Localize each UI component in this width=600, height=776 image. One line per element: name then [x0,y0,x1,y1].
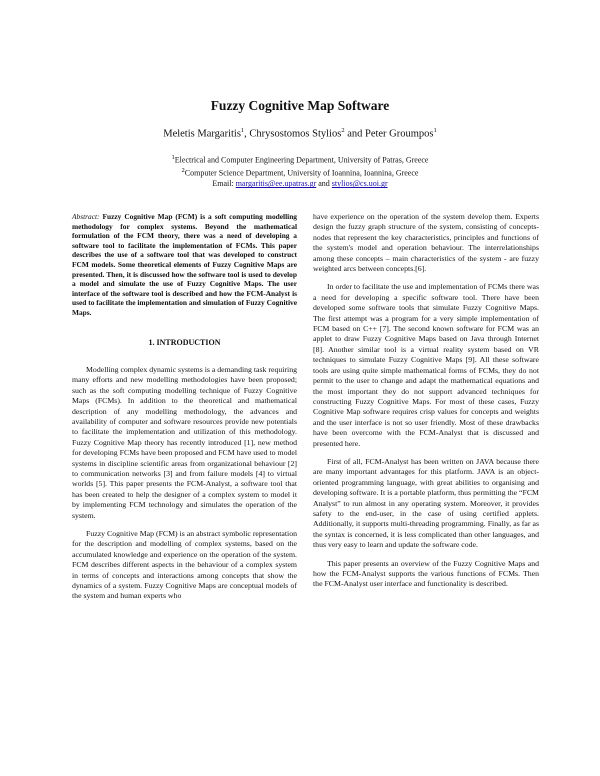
author-2: , Chrysostomos Stylios [244,128,342,140]
section-heading-introduction: 1. INTRODUCTION [148,337,221,347]
left-column [72,212,297,602]
email-link-2[interactable]: stylios@cs.uoi.gr [331,179,388,189]
intro-paragraph-1: Modelling complex dynamic systems is a demanding task requiring many efforts and new modelling methodologies have been proposed; such as the soft computing modelling technique of Fuzzy Cognitive Maps (FCMs). In addition to the theoretical and mathematical description of any modelling methodology, the advances and availability of computer and software resources provide new potentials to facilitate the implementation and utilization of this methodology. Fuzzy Cognitive Map theory has recently introduced [1], new method for developing FCMs have been proposed and FCM have used to model systems in discipline scientific areas from organizational behaviour [2] to communication networks [3] and from failure models [4] to virtual worlds [5]. This paper presents the FCM-Analyst, a software tool that has been created to help the designer of a complex system to model it by implementing FCM technology and simulates the operation of the system. [72,364,297,520]
right-column [313,212,539,590]
intro-paragraph-4: First of all, FCM-Analyst has been written on JAVA because there are many important advantages for this platform. JAVA is an object-oriented programming language, with great abilities to organising and developing software. It is a portable platform, thus permitting the “FCM Analyst” to run almost in any operating system. Moreover, it provides safety to the end-user, in the case of using certified applets. Additionally, it supports multi-threading programming. Finally, as far as the syntax is concerned, it is less complicated than other languages, and thus very easy to learn and update the software code. [313,456,539,550]
email-link-1[interactable]: margaritis@ee.upatras.gr [235,179,317,189]
affiliations [0,153,600,190]
intro-paragraph-3: In order to facilitate the use and implementation of FCMs there was a need for developing a specific software tool. There have been developed some software tools that simulate Fuzzy Cognitive Maps. The first attempt was a program for a very simple implementation of FCM based on C++ [7]. The second known software for FCM was an applet to draw Fuzzy Cognitive Maps based on Java through Internet [8]. Another similar tool is a virtual reality system based on VR techniques to simulate Fuzzy Cognitive Maps [9]. All these software tools are using quite simple mathematical forms of FCMs, they do not permit to the user to change and adapt the mathematical equations and the most important they do not support advanced techniques for constructing Fuzzy Cognitive Maps. For most of these cases, Fuzzy Cognitive Map software requires crisp values for concepts and weights and the user interface is not so user friendly. Most of these drawbacks have been overcome with the FCM-Analyst that is discussed and presented here. [313,282,539,448]
abstract-label: Abstract: [72,212,100,221]
paper-title: Fuzzy Cognitive Map Software [210,98,390,113]
author-3-affil: 1 [433,127,437,134]
abstract [72,212,297,318]
intro-paragraph-5: This paper presents an overview of the Fuzzy Cognitive Maps and how the FCM-Analyst supports the various functions of FCMs. Then the FCM-Analyst user interface and functionality is described. [313,558,539,589]
email-line: Email: margaritis@ee.upatras.gr and stylios@cs.uoi.gr [212,179,388,189]
author-1: Meletis Margaritis [163,128,241,140]
author-2-affil: 2 [341,127,345,134]
affiliation-1: $^1$Electrical and Computer Engineering Department, University of Patras, Greece [171,154,429,165]
intro-paragraph-2: Fuzzy Cognitive Map (FCM) is an abstract symbolic representation for the description and modelling of complex systems, based on the accumulated knowledge and experience on the operation of the system. FCM describes different aspects in the behaviour of a complex system in terms of concepts and interactions among concepts that show the dynamics of a system. Fuzzy Cognitive Maps are conceptual models of the system and human experts who [72,529,297,601]
author-1-affil: 1 [240,127,245,134]
abstract-text: Fuzzy Cognitive Map (FCM) is a soft computing modelling methodology for complex systems. Beyond the mathematical formulation of the FCM theory, there was a need of developing a software tool to facilitate the implementation of FCMs. This paper describes the use of a software tool that was developed to construct FCM models. Some theoretical elements of Fuzzy Cognitive Maps are presented. Then, it is discussed how the software tool is used to develop a model and simulate the use of Fuzzy Cognitive Maps. The user interface of the software tool is described and how the FCM-Analyst is used to facilitate the implementation and simulation of Fuzzy Cognitive Maps. [72,212,297,317]
intro-paragraph-2-cont: have experience on the operation of the system develop them. Experts design the fuzzy graph structure of the system, consisting of concepts-nodes that represent the key characteristics, principles and functions of the system's model and operation behaviour. The interrelationships among these concepts – main characteristics of the system - are fuzzy weighted arcs between concepts.[6]. [313,212,539,274]
author-line [0,127,600,140]
author-3: and Peter Groumpos [344,128,434,140]
affiliation-2: $^2$Computer Science Department, University of Ioannina, Ioannina, Greece [181,167,419,178]
